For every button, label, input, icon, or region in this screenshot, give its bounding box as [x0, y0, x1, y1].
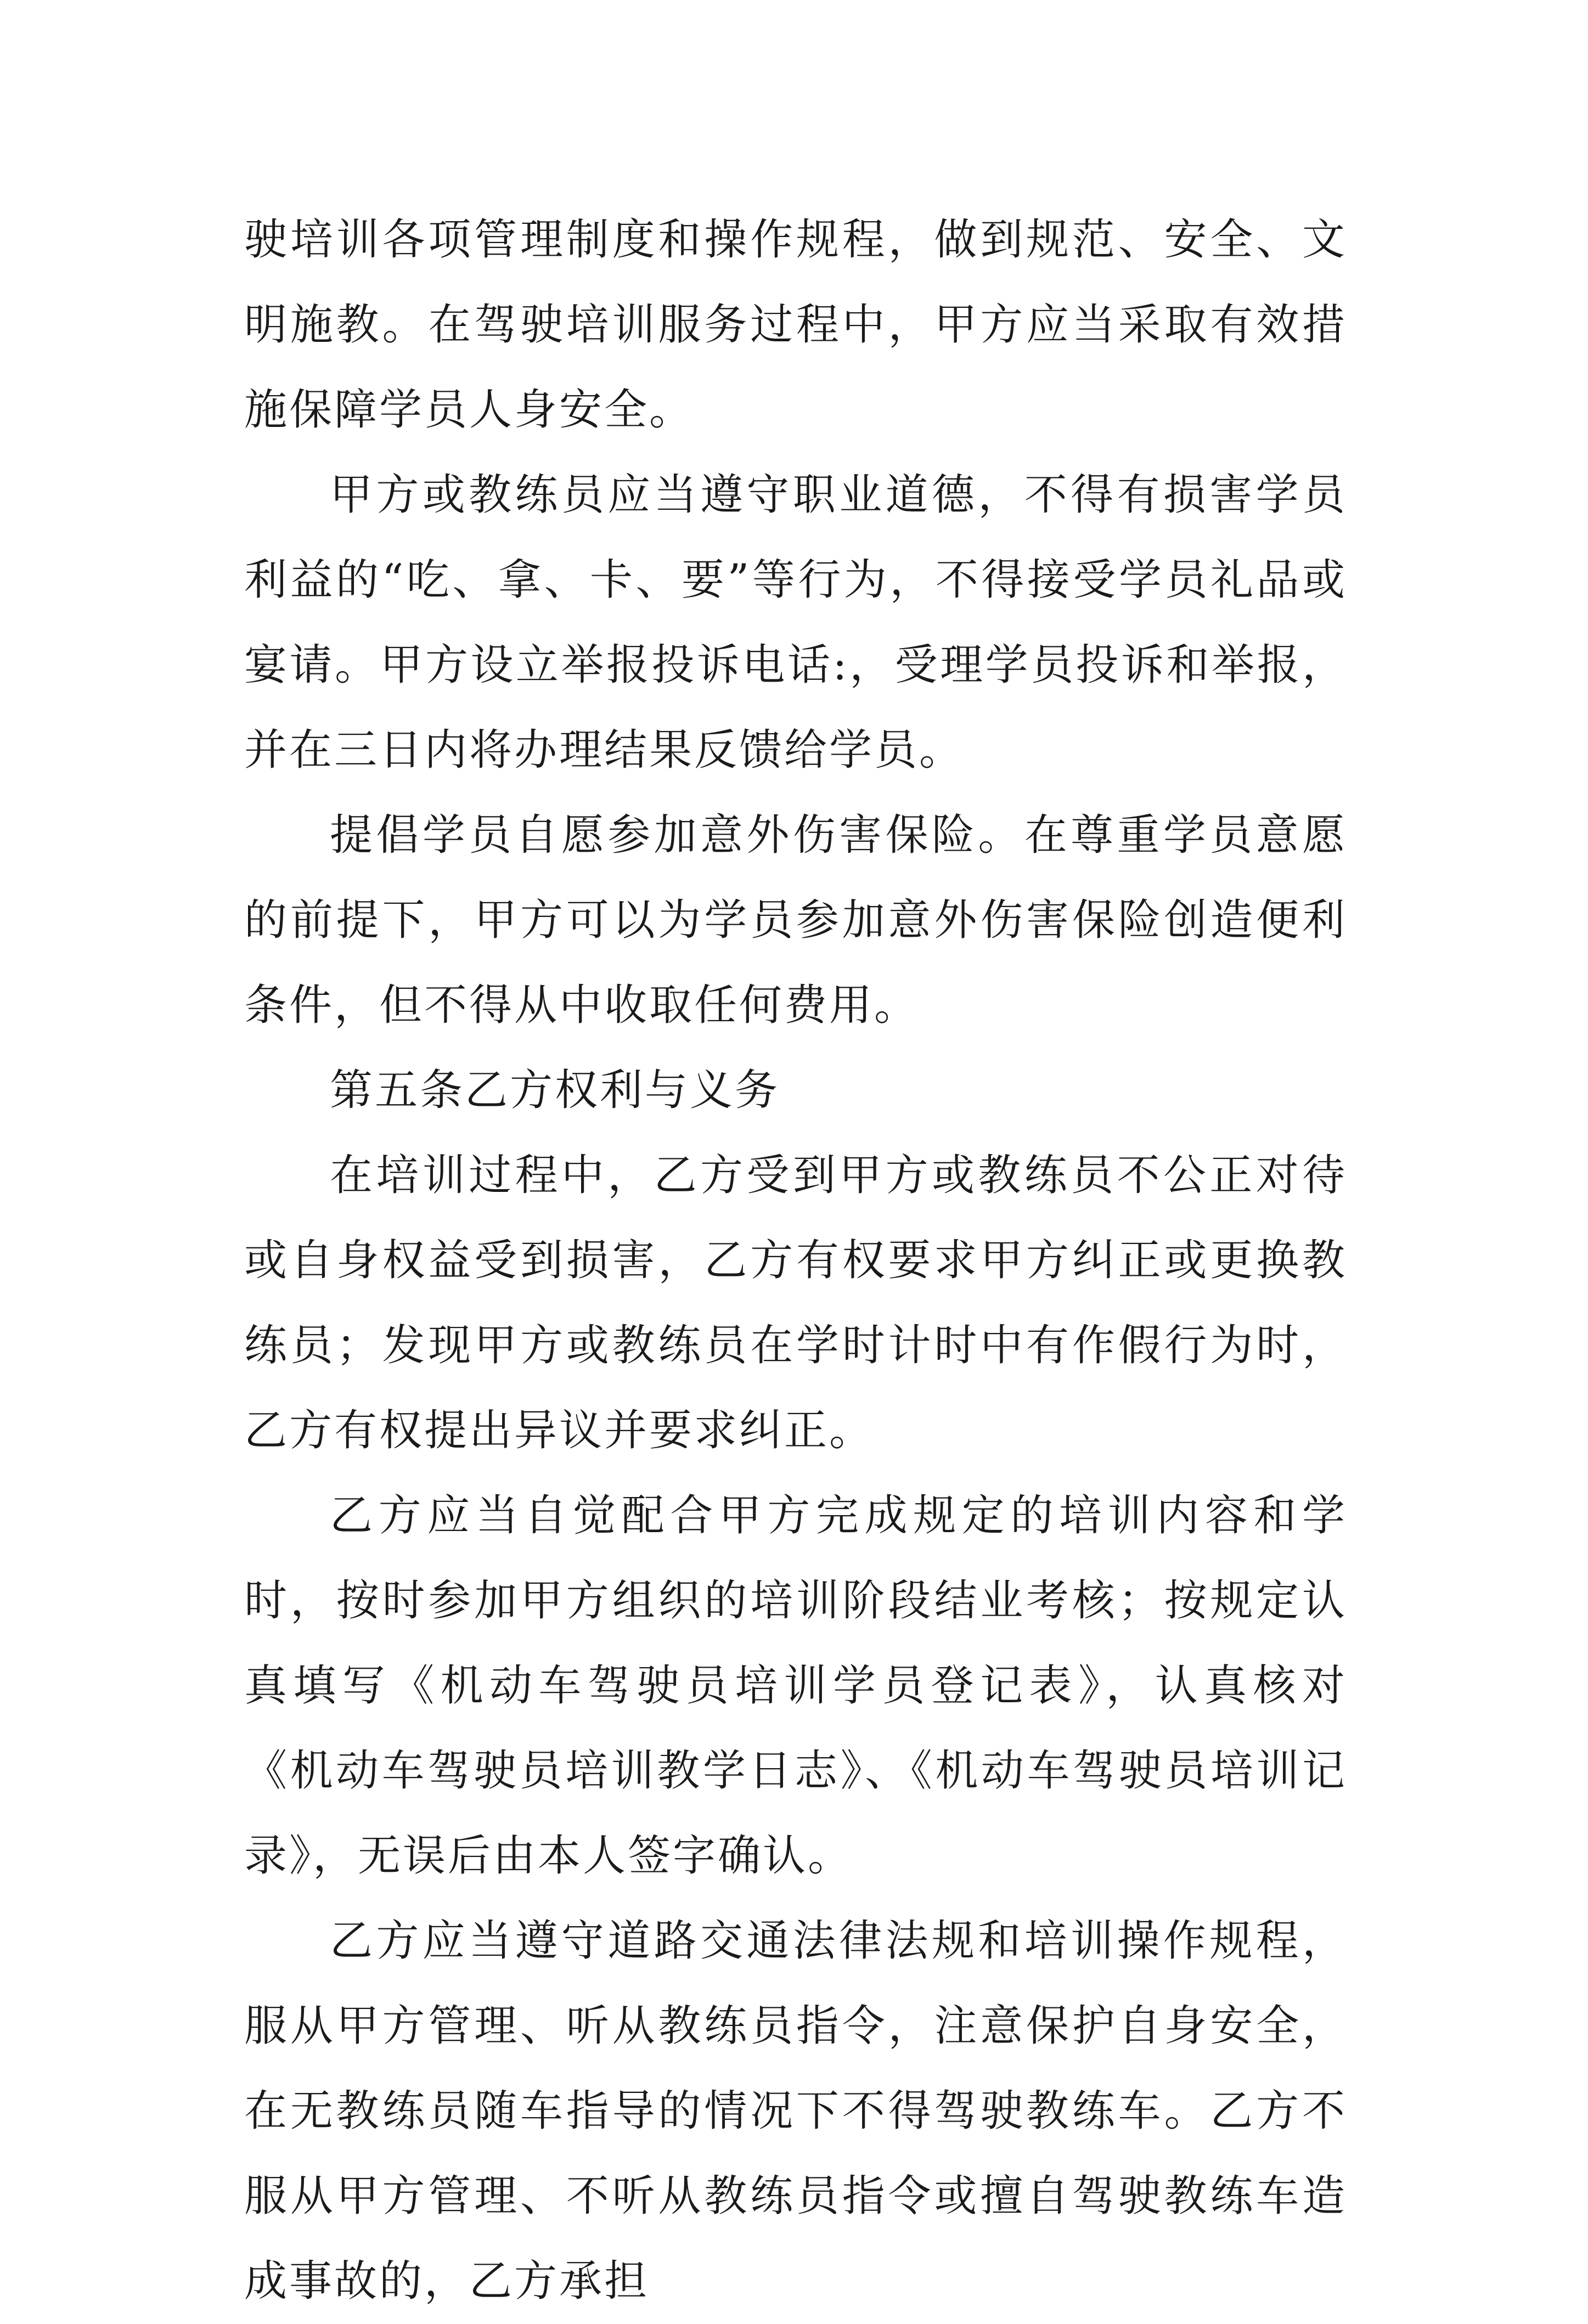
paragraph-trainer-ethics: 甲方或教练员应当遵守职业道德，不得有损害学员利益的“吃、拿、卡、要”等行为，不得接受学员礼品或宴请。甲方设立举报投诉电话:，受理学员投诉和举报，并在三日内将办理结果反馈给学员。 [244, 470, 1347, 775]
document-body [244, 198, 1347, 2324]
article-heading: 第五条乙方权利与义务 [330, 1066, 780, 1115]
paragraph-continuation: 驶培训各项管理制度和操作规程，做到规范、安全、文明施教。在驾驶培训服务过程中，甲方应当采取有效措施保障学员人身安全。 [244, 215, 1347, 435]
paragraph-trainee-cooperation: 乙方应当自觉配合甲方完成规定的培训内容和学时，按时参加甲方组织的培训阶段结业考核；按规定认真填写《机动车驾驶员培训学员登记表》，认真核对《机动车驾驶员培训教学日志》、《机动车驾驶员培训记录》，无误后由本人签字确认。 [244, 1491, 1347, 1881]
paragraph-trainee-rights: 在培训过程中，乙方受到甲方或教练员不公正对待或自身权益受到损害，乙方有权要求甲方纠正或更换教练员；发现甲方或教练员在学时计时中有作假行为时，乙方有权提出异议并要求纠正。 [244, 1151, 1347, 1455]
paragraph-insurance: 提倡学员自愿参加意外伤害保险。在尊重学员意愿的前提下，甲方可以为学员参加意外伤害保险创造便利条件，但不得从中收取任何费用。 [244, 811, 1347, 1030]
paragraph-trainee-obligations: 乙方应当遵守道路交通法律法规和培训操作规程，服从甲方管理、听从教练员指令，注意保护自身安全，在无教练员随车指导的情况下不得驾驶教练车。乙方不服从甲方管理、不听从教练员指令或擅自驾驶教练车造成事故的，乙方承担 [244, 1916, 1347, 2306]
